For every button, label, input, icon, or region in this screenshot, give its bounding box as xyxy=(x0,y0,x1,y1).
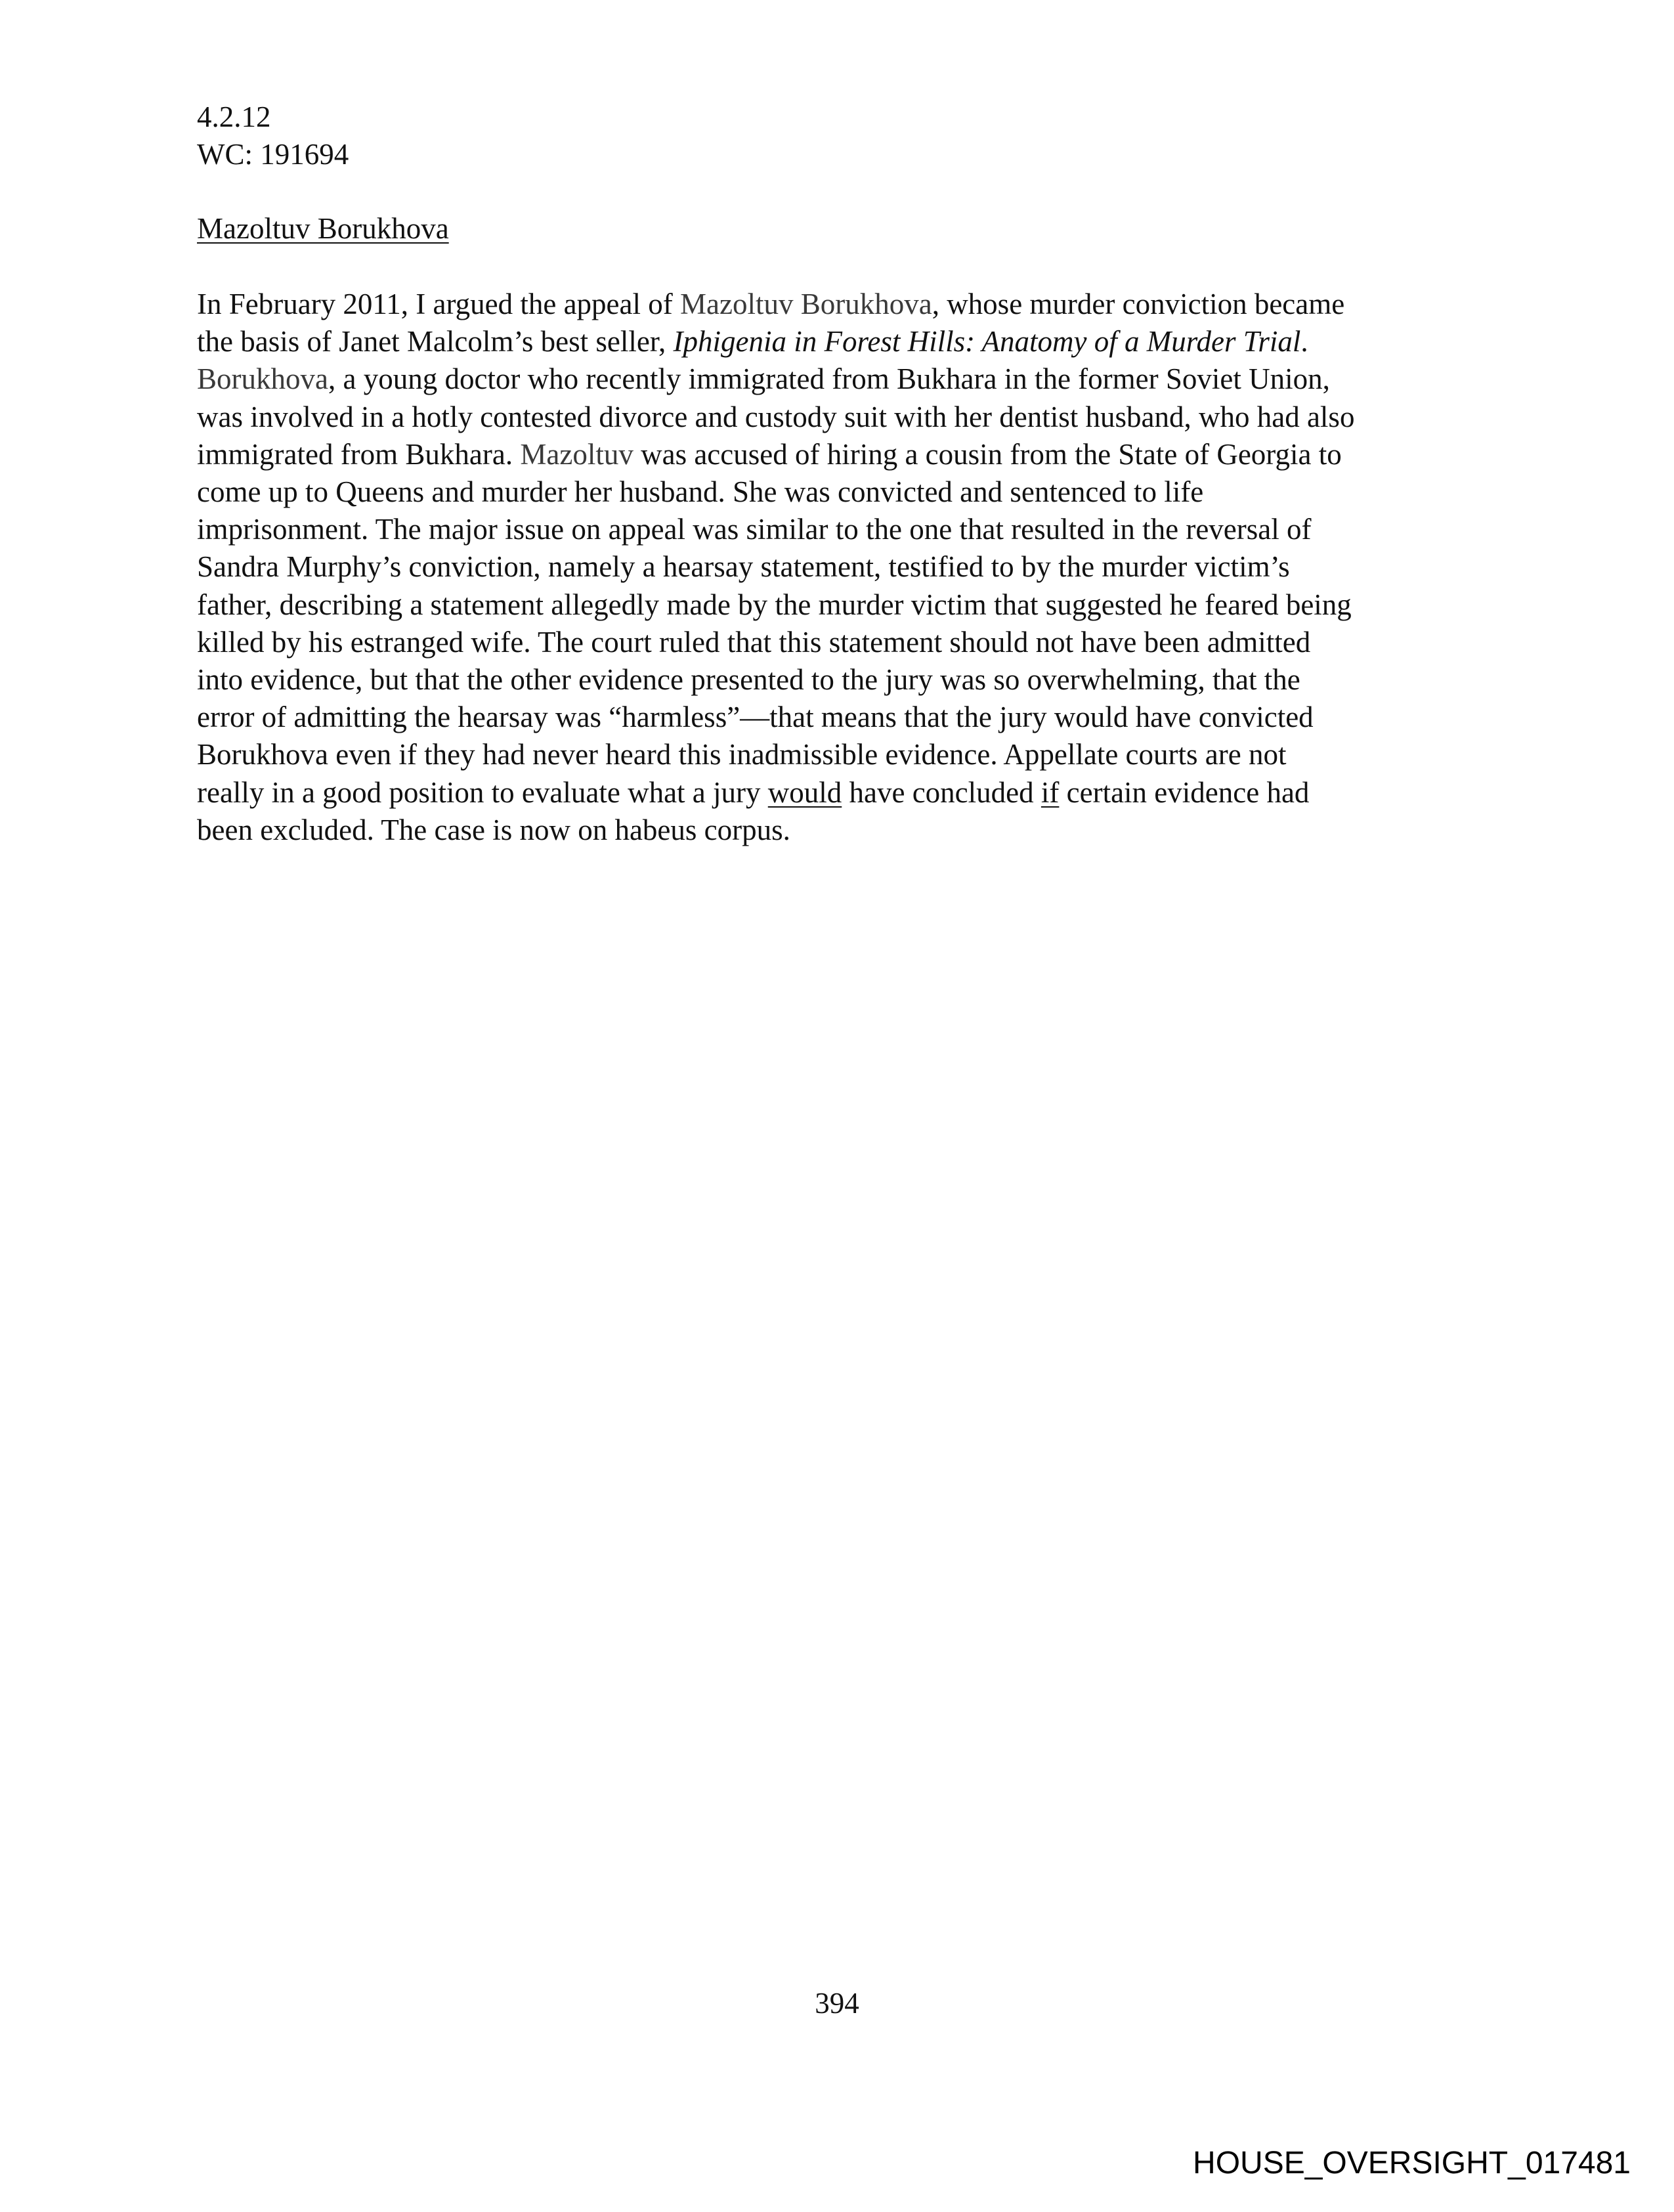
body-paragraph xyxy=(197,286,1493,849)
body-line: Borukhova even if they had never heard this inadmissible evidence. Appellate courts are not xyxy=(197,738,1287,771)
body-line: error of admitting the hearsay was “harmless”—that means that the jury would have convicted xyxy=(197,701,1314,734)
body-line: father, describing a statement allegedly made by the murder victim that suggested he feared being xyxy=(197,588,1352,621)
section-title: Mazoltuv Borukhova xyxy=(197,212,449,245)
underlined-word: would xyxy=(767,775,842,809)
body-line: Sandra Murphy’s conviction, namely a hearsay statement, testified to by the murder victim’s xyxy=(197,550,1290,584)
body-line: imprisonment. The major issue on appeal was similar to the one that resulted in the reversal of xyxy=(197,513,1312,546)
body-line: was involved in a hotly contested divorce and custody suit with her dentist husband, who had also xyxy=(197,400,1355,433)
body-line: into evidence, but that the other evidence presented to the jury was so overwhelming, that the xyxy=(197,663,1300,697)
body-line: killed by his estranged wife. The court ruled that this statement should not have been admitted xyxy=(197,625,1311,659)
word-count: WC: 191694 xyxy=(197,138,349,171)
body-line: the basis of Janet Malcolm’s best seller, Iphigenia in Forest Hills: Anatomy of a Murder Trial. xyxy=(197,325,1308,358)
book-title: Iphigenia in Forest Hills: Anatomy of a Murder Trial xyxy=(673,325,1301,358)
body-line: immigrated from Bukhara. Mazoltuv was accused of hiring a cousin from the State of Georgia to xyxy=(197,437,1342,471)
bates-number: HOUSE_OVERSIGHT_017481 xyxy=(1193,2146,1631,2180)
document-header xyxy=(197,98,349,173)
page-number: 394 xyxy=(815,1987,859,2020)
body-line: come up to Queens and murder her husband. She was convicted and sentenced to life xyxy=(197,475,1204,509)
body-line: In February 2011, I argued the appeal of Mazoltuv Borukhova, whose murder conviction became xyxy=(197,288,1345,320)
document-date: 4.2.12 xyxy=(197,100,271,133)
body-line: really in a good position to evaluate what a jury would have concluded if certain evidence had xyxy=(197,775,1310,809)
body-line: been excluded. The case is now on habeus corpus. xyxy=(197,813,790,846)
body-line: Borukhova, a young doctor who recently immigrated from Bukhara in the former Soviet Union, xyxy=(197,362,1330,396)
underlined-word: if xyxy=(1041,775,1060,809)
